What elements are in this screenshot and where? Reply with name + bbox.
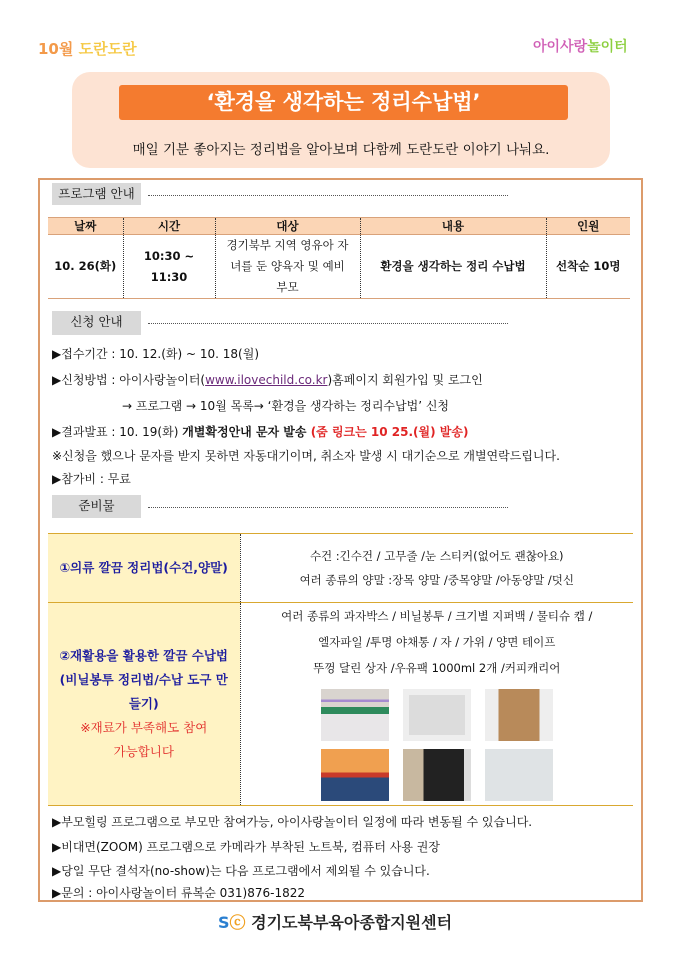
prep-item-title: ①의류 깔끔 정리법(수건,양말) xyxy=(48,534,240,603)
apply-note: ※신청을 했으나 문자를 받지 못하면 자동대기이며, 취소자 발생 시 대기순으로 개별연락드립니다. xyxy=(52,449,560,463)
prep-note: ※재료가 부족해도 참여 가능합니다 xyxy=(80,720,208,759)
table-row xyxy=(48,235,630,299)
prep-item-details xyxy=(240,534,633,603)
cell-date: 10. 26(화) xyxy=(48,235,123,299)
month-heading xyxy=(38,38,137,59)
table-row xyxy=(48,603,633,806)
cell-target: 경기북부 지역 영유아 자녀를 둔 양육자 및 예비부모 xyxy=(215,235,360,299)
cell-content: 환경을 생각하는 정리 수납법 xyxy=(360,235,546,299)
detail-line: 여러 종류의 양말 :장목 양말 /중목양말 /아동양말 /덧신 xyxy=(299,573,574,587)
clear-container-photo xyxy=(403,689,471,741)
detail-line: 엘자파일 /투명 야채통 / 자 / 가위 / 양면 테이프 xyxy=(318,635,556,649)
text: ▶결과발표 : 10. 19(화) xyxy=(52,425,183,439)
text: ▶신청방법 : 아이사랑놀이터( xyxy=(52,373,206,387)
note-line: ▶문의 : 아이사랑놀이터 류복순 031)876-1822 xyxy=(52,886,305,900)
apply-method xyxy=(52,371,483,388)
org-logo-icon: S xyxy=(218,913,230,932)
apply-path: → 프로그램 → 10월 목록→ ‘환경을 생각하는 정리수납법’ 신청 xyxy=(122,399,450,413)
website-link[interactable]: www.ilovechild.co.kr xyxy=(205,373,328,387)
section-label-apply: 신청 안내 xyxy=(52,311,141,335)
col-header: 대상 xyxy=(215,218,360,235)
zipper-bag-photo xyxy=(321,689,389,741)
org-name: 경기도북부육아종합지원센터 xyxy=(251,913,453,932)
month: 10월 xyxy=(38,40,74,58)
snack-box-photo xyxy=(321,749,389,801)
col-header: 인원 xyxy=(546,218,630,235)
col-header: 날짜 xyxy=(48,218,123,235)
section-label-program: 프로그램 안내 xyxy=(52,183,141,205)
note-line: ▶당일 무단 결석자(no-show)는 다음 프로그램에서 제외될 수 있습니다. xyxy=(52,864,430,878)
col-header: 내용 xyxy=(360,218,546,235)
col-header: 시간 xyxy=(123,218,215,235)
coffee-carrier-photo xyxy=(485,689,553,741)
heading-tag: 도란도란 xyxy=(78,40,137,58)
table-header-row xyxy=(48,218,630,235)
detail-line: 뚜껑 달린 상자 /우유팩 1000ml 2개 /커피캐리어 xyxy=(313,661,561,675)
apply-period: ▶접수기간 : 10. 12.(화) ~ 10. 18(월) xyxy=(52,347,260,361)
text: 개별확정안내 문자 발송 xyxy=(182,425,311,439)
section-label-prep: 준비물 xyxy=(52,495,141,518)
box-lid-photo xyxy=(403,749,471,801)
note-line: ▶부모힐링 프로그램으로 부모만 참여가능, 아이사랑놀이터 일정에 따라 변동될 수 있습니다. xyxy=(52,815,533,829)
text: )홈페이지 회원가입 및 로그인 xyxy=(327,373,483,387)
prep-item-details xyxy=(240,603,633,806)
file-folder-photo xyxy=(485,749,553,801)
prep-item-title xyxy=(48,603,240,806)
divider xyxy=(148,323,508,324)
brand-part: 놀이터 xyxy=(587,39,628,55)
note-line: ▶비대면(ZOOM) 프로그램으로 카메라가 부착된 노트북, 컴퓨터 사용 권장 xyxy=(52,840,440,854)
prep-table xyxy=(48,533,633,806)
subtitle: 매일 기분 좋아지는 정리법을 알아보며 다함께 도란도란 이야기 나눠요. xyxy=(132,142,550,158)
apply-result xyxy=(52,423,468,440)
detail-line: 여러 종류의 과자박스 / 비닐봉투 / 크기별 지퍼백 / 물티슈 캡 / xyxy=(281,609,593,623)
apply-fee: ▶참가비 : 무료 xyxy=(52,472,131,486)
brand-part: 아이사랑 xyxy=(533,39,588,55)
footer-logo xyxy=(218,910,452,933)
divider xyxy=(148,507,508,508)
cell-time: 10:30 ~ 11:30 xyxy=(123,235,215,299)
page-title: ‘환경을 생각하는 정리수납법’ xyxy=(119,85,568,120)
zoom-link-notice: (줌 링크는 10 25.(월) 발송) xyxy=(310,425,469,439)
table-row xyxy=(48,534,633,603)
divider xyxy=(148,195,508,196)
cell-capacity: 선착순 10명 xyxy=(546,235,630,299)
program-table xyxy=(48,217,630,299)
brand-logo xyxy=(533,36,628,56)
org-logo-icon: ⓒ xyxy=(229,913,246,932)
detail-line: 수건 :긴수건 / 고무줄 /눈 스티커(없어도 괜찮아요) xyxy=(309,549,564,563)
title-text: ②재활용을 활용한 깔끔 수납법 (비닐봉투 정리법/수납 도구 만들기) xyxy=(59,648,229,711)
